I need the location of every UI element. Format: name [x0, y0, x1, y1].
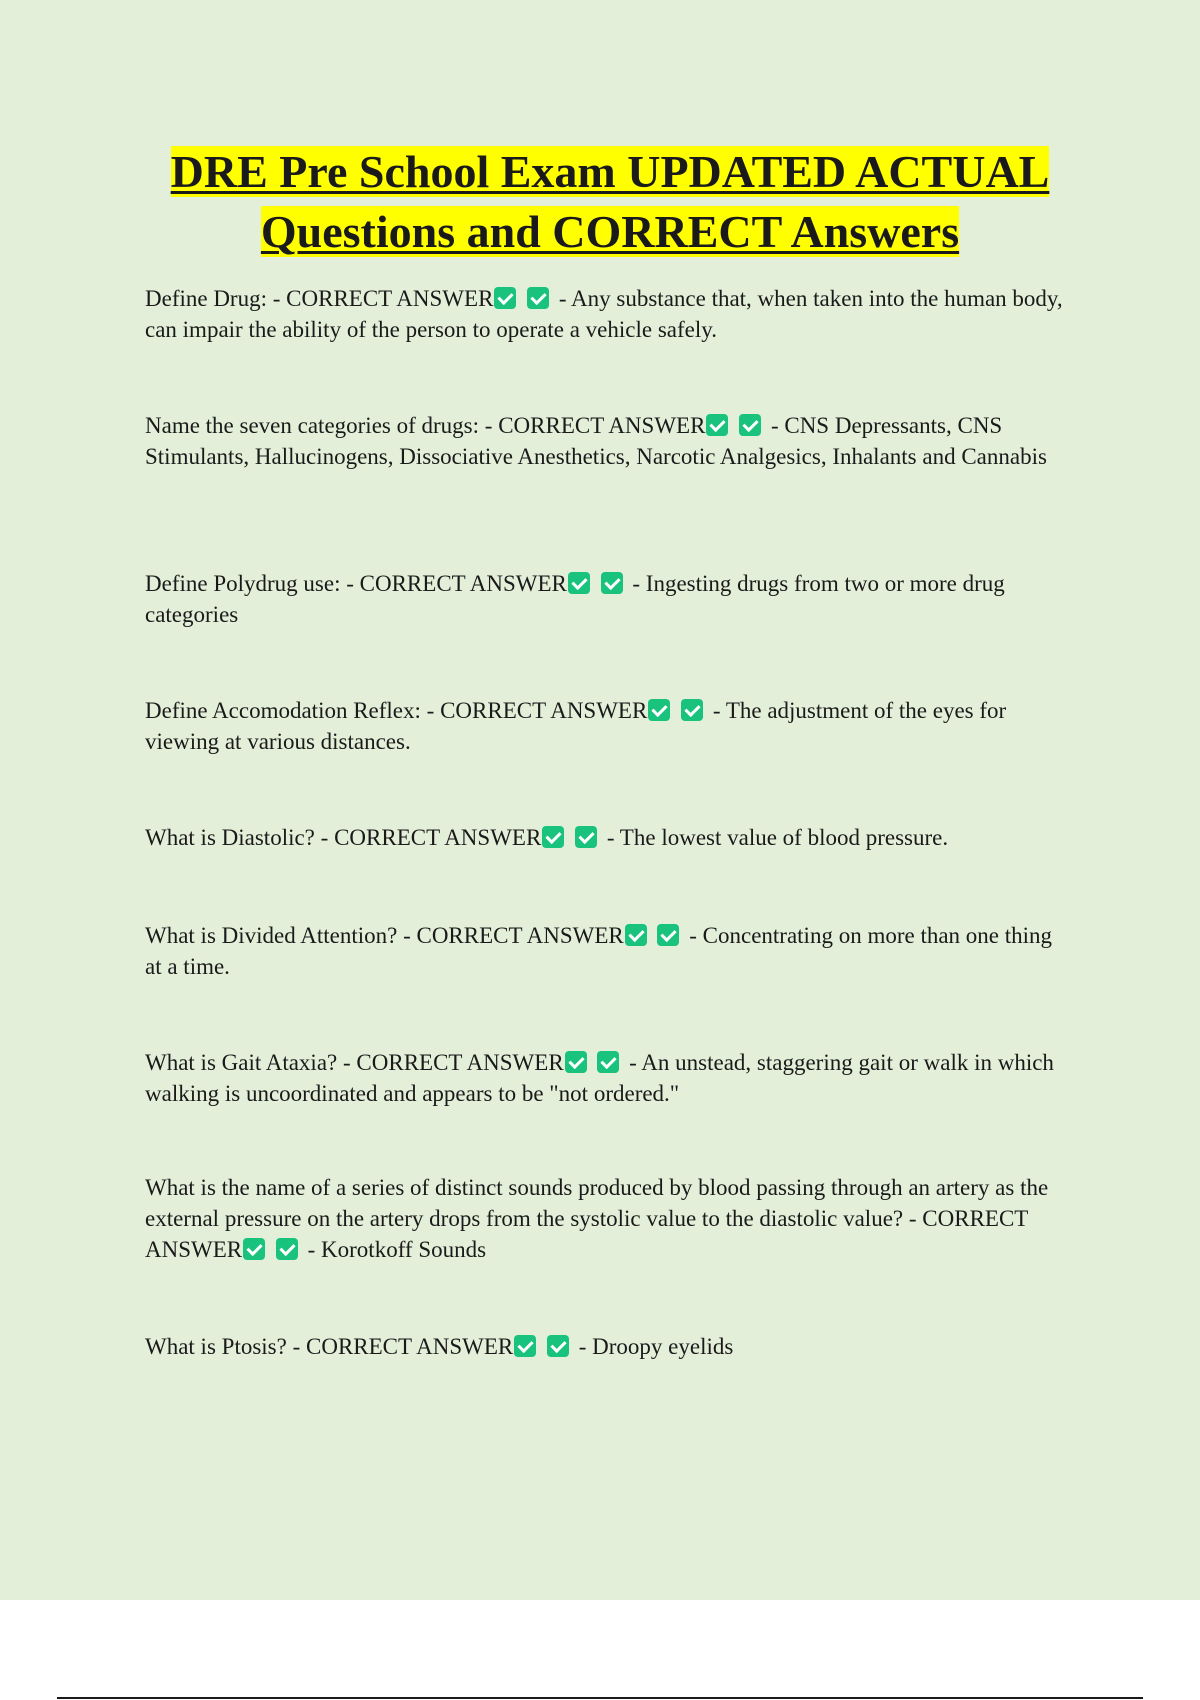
question-text: What is Ptosis? - [145, 1334, 306, 1359]
check-icon [542, 826, 564, 848]
check-icon [514, 1335, 536, 1357]
check-icon [601, 572, 623, 594]
answer-text: - The adjustment of the eyes for viewing at various distances. [145, 698, 1007, 754]
qa-item-3 [145, 568, 1065, 630]
answer-text: - An unstead, staggering gait or walk in which walking is uncoordinated and appears to be "not ordered." [145, 1050, 1054, 1106]
check-icon [575, 826, 597, 848]
check-icon [681, 699, 703, 721]
answer-marker: CORRECT ANSWER [334, 825, 542, 850]
answer-marker: CORRECT ANSWER [145, 1206, 1028, 1262]
qa-item-7 [145, 1047, 1065, 1109]
answer-text: - Korotkoff Sounds [301, 1237, 487, 1262]
answer-marker: CORRECT ANSWER [286, 286, 494, 311]
title-line-2: Questions and CORRECT Answers [260, 206, 960, 257]
check-icon [648, 699, 670, 721]
check-icon [547, 1335, 569, 1357]
question-text: What is Divided Attention? - [145, 923, 417, 948]
check-icon [597, 1051, 619, 1073]
qa-item-4 [145, 695, 1065, 757]
question-text: What is the name of a series of distinct sounds produced by blood passing through an artery as the external pressure on the artery drops from the systolic value to the diastolic value? - [145, 1175, 1049, 1231]
answer-text: - Droopy eyelids [573, 1334, 734, 1359]
check-icon [565, 1051, 587, 1073]
footer-divider [57, 1697, 1143, 1699]
check-icon [527, 287, 549, 309]
answer-marker: CORRECT ANSWER [416, 923, 624, 948]
qa-item-2 [145, 410, 1065, 472]
qa-item-8 [145, 1172, 1065, 1265]
check-icon [657, 924, 679, 946]
question-text: Define Accomodation Reflex: - [145, 698, 441, 723]
question-text: Define Drug: - [145, 286, 287, 311]
qa-item-6 [145, 920, 1065, 982]
title-line-1: DRE Pre School Exam UPDATED ACTUAL [170, 146, 1050, 197]
check-icon [568, 572, 590, 594]
answer-marker: CORRECT ANSWER [356, 1050, 564, 1075]
check-icon [739, 414, 761, 436]
answer-text: - The lowest value of blood pressure. [601, 825, 949, 850]
check-icon [625, 924, 647, 946]
question-text: Name the seven categories of drugs: - [145, 413, 499, 438]
answer-text: - Concentrating on more than one thing at a time. [145, 923, 1053, 979]
qa-item-5 [145, 822, 1065, 853]
question-text: What is Diastolic? - [145, 825, 335, 850]
answer-marker: CORRECT ANSWER [306, 1334, 514, 1359]
answer-marker: CORRECT ANSWER [498, 413, 706, 438]
answer-text: - Ingesting drugs from two or more drug categories [145, 571, 1005, 627]
qa-item-1 [145, 283, 1065, 345]
answer-text: - CNS Depressants, CNS Stimulants, Hallucinogens, Dissociative Anesthetics, Narcotic Analgesics, Inhalants and Cannabis [145, 413, 1047, 469]
page-title [130, 142, 1090, 262]
check-icon [243, 1238, 265, 1260]
check-icon [276, 1238, 298, 1260]
answer-marker: CORRECT ANSWER [359, 571, 567, 596]
qa-item-9 [145, 1331, 1065, 1362]
check-icon [494, 287, 516, 309]
answer-text: - Any substance that, when taken into the human body, can impair the ability of the person to operate a vehicle safely. [145, 286, 1063, 342]
question-text: Define Polydrug use: - [145, 571, 360, 596]
question-text: What is Gait Ataxia? - [145, 1050, 357, 1075]
answer-marker: CORRECT ANSWER [440, 698, 648, 723]
check-icon [706, 414, 728, 436]
